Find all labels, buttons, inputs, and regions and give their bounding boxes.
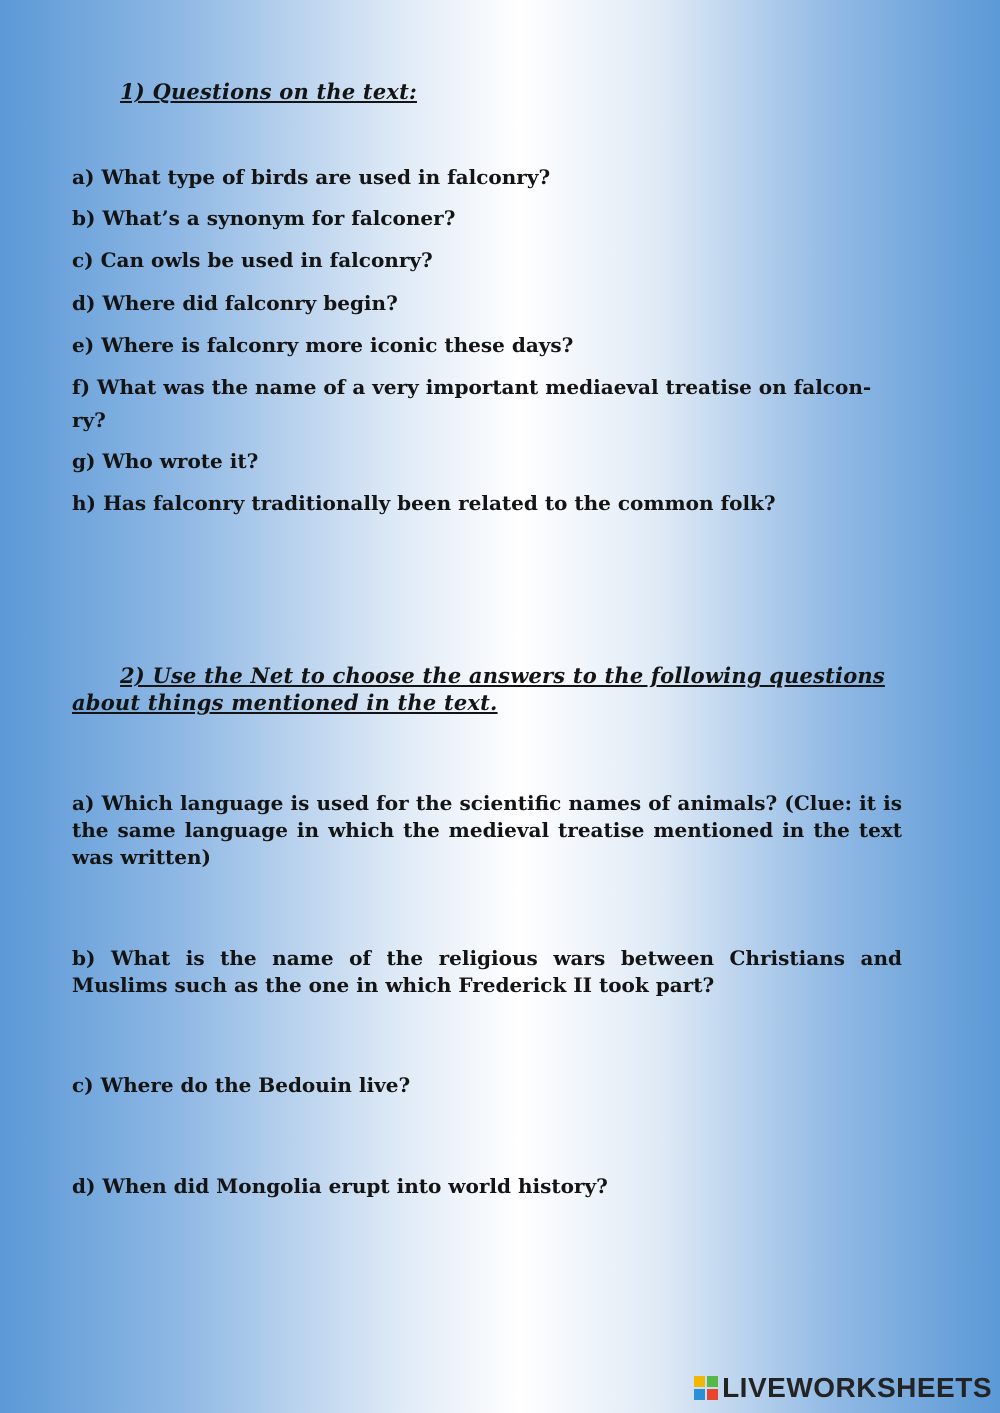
- section2-heading-line2: about things mentioned in the text.: [72, 690, 498, 715]
- logo-square-3: [694, 1389, 705, 1400]
- logo-square-2: [707, 1376, 718, 1387]
- question-1b: b) What’s a synonym for falconer?: [72, 206, 456, 230]
- logo-square-1: [694, 1376, 705, 1387]
- question-1f: f) What was the name of a very important mediaeval treatise on falcon-: [72, 375, 872, 399]
- question-1a: a) What type of birds are used in falconry?: [72, 165, 551, 189]
- question-1h: h) Has falconry traditionally been related to the common folk?: [72, 491, 776, 515]
- question-2a: a) Which language is used for the scientific names of animals? (Clue: it is the same language in which the medieval treatise mentioned in the text was written): [72, 791, 902, 869]
- question-1g: g) Who wrote it?: [72, 449, 259, 473]
- question-1c: c) Can owls be used in falconry?: [72, 248, 433, 272]
- liveworksheets-grid-icon: [694, 1376, 718, 1400]
- liveworksheets-logo: [694, 1372, 992, 1404]
- question-1f-continued: ry?: [72, 408, 106, 432]
- question-1e: e) Where is falconry more iconic these days?: [72, 333, 574, 357]
- logo-square-4: [707, 1389, 718, 1400]
- liveworksheets-wordmark: LIVEWORKSHEETS: [722, 1372, 992, 1403]
- section1-heading: 1) Questions on the text:: [120, 79, 417, 104]
- question-1d: d) Where did falconry begin?: [72, 291, 398, 315]
- section2-heading-line1: 2) Use the Net to choose the answers to the following questions: [120, 663, 885, 688]
- question-2c: c) Where do the Bedouin live?: [72, 1073, 411, 1097]
- question-2b: b) What is the name of the religious wars between Christians and Muslims such as the one in which Frederick II took part?: [72, 946, 902, 997]
- question-2d: d) When did Mongolia erupt into world history?: [72, 1174, 608, 1198]
